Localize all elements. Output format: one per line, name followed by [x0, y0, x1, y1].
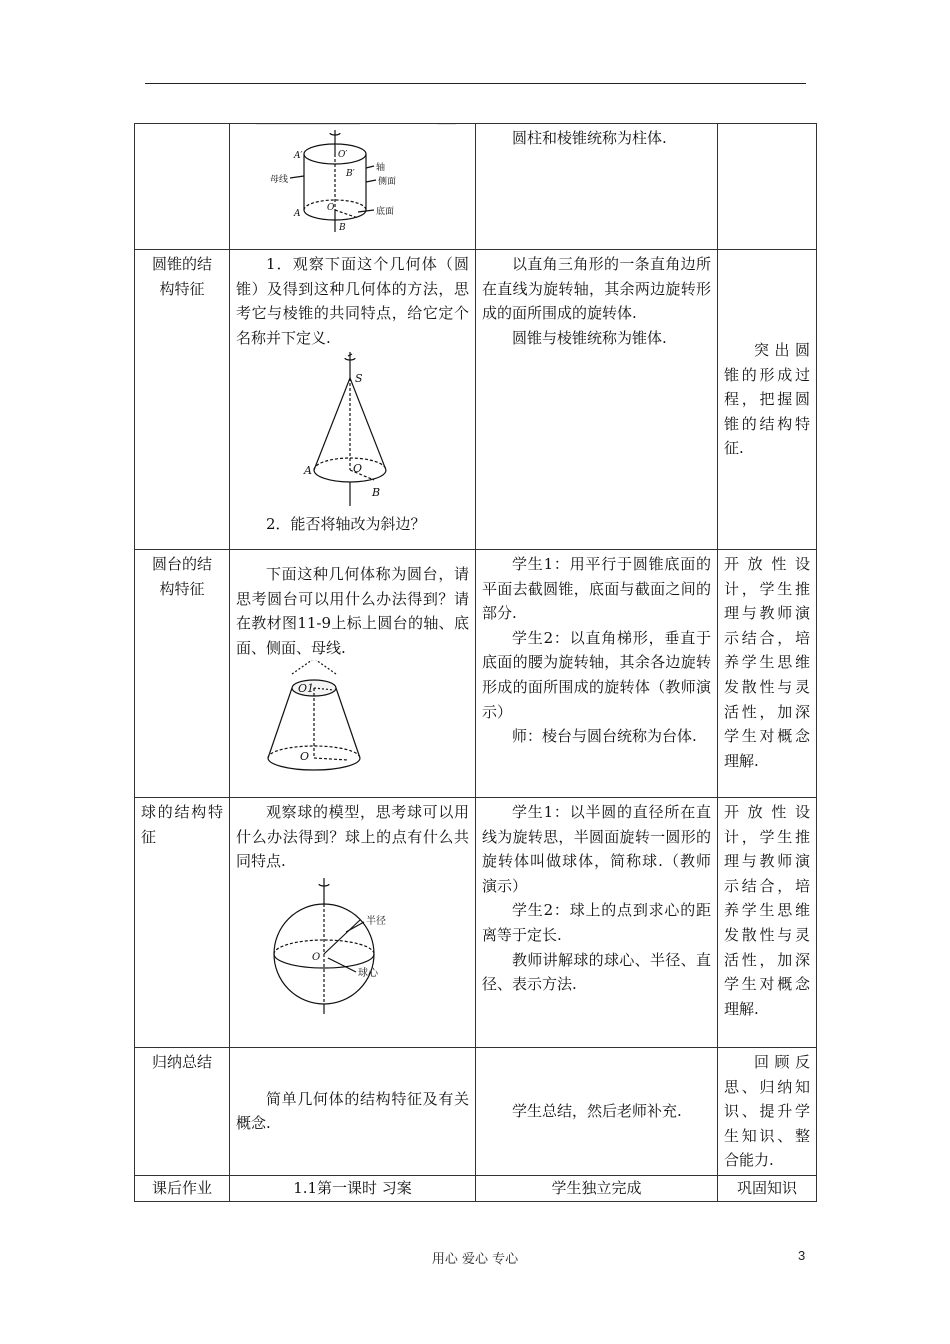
label-base: 底面	[376, 207, 395, 217]
activity-cell	[230, 250, 476, 550]
topic-cell	[135, 124, 230, 250]
topic-cell	[135, 1175, 230, 1201]
student-text: 以直角三角形的一条直角边所在直线为旋转轴，其余两边旋转形成的面所围成的旋转体.	[482, 255, 711, 323]
activity-text: 简单几何体的结构特征及有关概念.	[236, 1089, 469, 1133]
page-number: 3	[798, 1248, 806, 1263]
intent-text: 开放性设计，学生推理与教师演示结合，培养学生思维发散性与灵活性，加深学生对概念理解.	[724, 803, 810, 1018]
intent-cell	[718, 550, 817, 798]
intent-cell	[718, 124, 817, 250]
lesson-table	[134, 123, 817, 1202]
label-o: O	[327, 203, 335, 213]
topic-cell	[135, 1048, 230, 1176]
student-cell	[476, 124, 718, 250]
label-b: B	[372, 486, 381, 500]
label-s: S	[355, 372, 363, 386]
student-cell	[476, 550, 718, 798]
student-text: 学生1：用平行于圆锥底面的平面去截圆锥，底面与截面之间的部分.	[482, 555, 711, 623]
activity-cell	[230, 550, 476, 798]
label-b: B	[339, 223, 346, 233]
topic-cell	[135, 798, 230, 1048]
activity-text: 1.1第一课时 习案	[293, 1178, 412, 1197]
label-side: 侧面	[378, 177, 397, 187]
label-center: 球心	[358, 967, 378, 979]
topic-label: 圆台的结构特征	[151, 555, 212, 598]
topic-label: 圆锥的结构特征	[151, 255, 212, 298]
intent-cell	[718, 1048, 817, 1176]
topic-cell	[135, 250, 230, 550]
activity-cell	[230, 1048, 476, 1176]
label-a-prime: A′	[294, 151, 303, 161]
label-radius: 半径	[366, 915, 386, 927]
activity-text: 观察球的模型，思考球可以用什么办法得到？球上的点有什么共同特点.	[236, 803, 469, 871]
label-b-prime: B′	[346, 169, 355, 179]
student-text: 学生独立完成	[551, 1178, 642, 1197]
cone-figure	[236, 350, 468, 508]
table-row	[135, 1175, 817, 1201]
intent-cell	[718, 250, 817, 550]
student-text: 师：棱台与圆台统称为台体.	[512, 727, 697, 746]
intent-text: 突出圆锥的形成过程，把握圆锥的结构特征.	[724, 341, 810, 458]
activity-cell	[230, 124, 476, 250]
label-o: O	[312, 951, 321, 963]
activity-text: 下面这种几何体称为圆台，请思考圆台可以用什么办法得到？请在教材图11-9上标上圆台的轴、底面、侧面、母线.	[236, 565, 469, 657]
footer-slogan: 用心 爱心 专心	[431, 1252, 519, 1267]
intent-text: 开放性设计，学生推理与教师演示结合，培养学生思维发散性与灵活性，加深学生对概念理解.	[724, 555, 810, 770]
label-generatrix: 母线	[270, 175, 289, 185]
table-row	[135, 798, 817, 1048]
topic-label: 归纳总结	[151, 1053, 212, 1071]
label-o1: O1	[298, 682, 315, 696]
label-a: A	[294, 209, 301, 219]
intent-text: 巩固知识	[736, 1178, 797, 1197]
activity-question: 2．能否将轴改为斜边？	[266, 515, 426, 534]
table-row	[135, 124, 817, 250]
header-rule	[145, 83, 806, 84]
activity-text: 1．观察下面这个几何体（圆锥）及得到这种几何体的方法，思考它与棱锥的共同特点，给它定个名称并下定义.	[236, 255, 469, 347]
student-cell	[476, 250, 718, 550]
label-o-prime: O′	[338, 150, 348, 160]
activity-cell	[230, 1175, 476, 1201]
student-text: 教师讲解球的球心、半径、直径、表示方法.	[482, 950, 711, 994]
student-text: 圆柱和棱锥统称为柱体.	[512, 129, 667, 147]
topic-cell	[135, 550, 230, 798]
topic-label: 球的结构特征	[141, 803, 223, 846]
table-row	[135, 550, 817, 798]
label-a: A	[304, 464, 312, 478]
frustum-figure	[236, 660, 468, 776]
table-row	[135, 250, 817, 550]
student-cell	[476, 1048, 718, 1176]
cylinder-figure	[230, 124, 476, 248]
student-cell	[476, 798, 718, 1048]
intent-cell	[718, 798, 817, 1048]
label-o: O	[300, 750, 310, 764]
label-o: O	[353, 462, 363, 476]
student-text: 圆锥与棱锥统称为锥体.	[512, 328, 667, 347]
student-text: 学生总结，然后老师补充.	[512, 1102, 682, 1121]
student-text: 学生2：以直角梯形，垂直于底面的腰为旋转轴，其余各边旋转形成的面所围成的旋转体（教师演示）	[482, 628, 711, 721]
topic-label: 课后作业	[151, 1178, 212, 1197]
sphere-figure	[236, 874, 468, 1014]
table-row	[135, 1048, 817, 1176]
label-axis: 轴	[376, 163, 386, 173]
student-text: 学生1：以半圆的直径所在直线为旋转思，半圆面旋转一圆形的旋转体叫做球体，简称球.（教师演示）	[482, 803, 711, 895]
intent-text: 回顾反思、归纳知识、提升学生知识、整合能力.	[724, 1053, 810, 1170]
student-cell	[476, 1175, 718, 1201]
intent-cell	[718, 1175, 817, 1201]
activity-cell	[230, 798, 476, 1048]
student-text: 学生2：球上的点到求心的距离等于定长.	[482, 901, 711, 944]
